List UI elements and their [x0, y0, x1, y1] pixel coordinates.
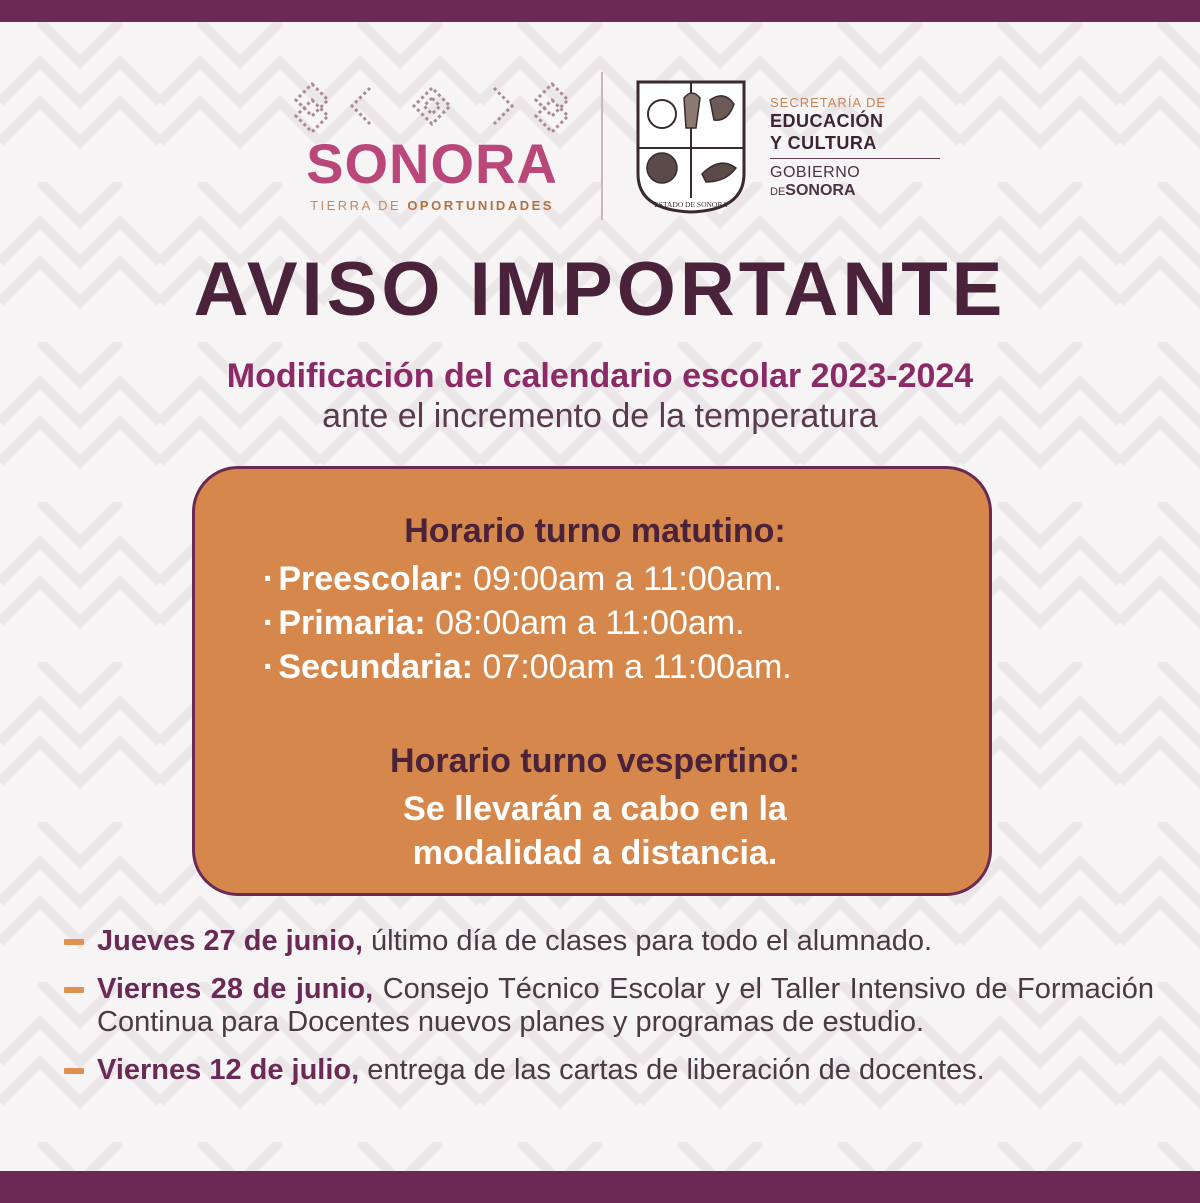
secretaria-line2: EDUCACIÓN: [770, 111, 884, 131]
list-item: Jueves 27 de junio, último día de clases para todo el alumnado.: [64, 925, 1154, 958]
dash-bullet-icon: [64, 939, 84, 945]
sonora-wordmark: SONORA: [306, 132, 558, 195]
secretaria-logo: [770, 96, 945, 201]
schedule-row-primaria: · Primaria: 08:00am a 11:00am.: [263, 604, 745, 642]
schedule-row-secundaria: · Secundaria: 07:00am a 11:00am.: [263, 648, 792, 686]
header-divider: [601, 72, 603, 220]
schedule-row-preescolar: · Preescolar: 09:00am a 11:00am.: [263, 560, 783, 598]
gobierno-line1: GOBIERNO: [770, 164, 861, 181]
sonora-logo: [282, 78, 582, 218]
list-item: Viernes 12 de julio, entrega de las cartas de liberación de docentes.: [64, 1054, 1154, 1087]
sonora-emblem-icon: [282, 78, 582, 136]
vespertino-line1: Se llevarán a cabo en la: [403, 790, 787, 828]
notes-list: [64, 925, 1154, 1102]
sonora-tagline: TIERRA DE OPORTUNIDADES: [310, 198, 554, 213]
matutino-schedule: [263, 557, 983, 689]
dash-bullet-icon: [64, 1068, 84, 1074]
schedule-box: [192, 466, 992, 896]
subtitle-main: Modificación del calendario escolar 2023-2024: [226, 357, 974, 395]
bottom-brand-bar: [0, 1171, 1200, 1203]
subtitle-secondary: ante el incremento de la temperatura: [322, 397, 878, 435]
matutino-heading: Horario turno matutino:: [404, 512, 786, 550]
gobierno-line2: DESONORA: [770, 182, 856, 199]
secretaria-line1: SECRETARÍA DE: [770, 95, 887, 110]
list-item: Viernes 28 de junio, Consejo Técnico Escolar y el Taller Intensivo de Formación Continua para Docentes nuevos planes y programas de estudio.: [64, 973, 1154, 1039]
dash-bullet-icon: [64, 987, 84, 993]
secretaria-divider: [770, 158, 940, 159]
vespertino-heading: Horario turno vespertino:: [390, 742, 800, 780]
vespertino-line2: modalidad a distancia.: [412, 834, 778, 872]
page-title: AVISO IMPORTANTE: [193, 247, 1007, 332]
state-shield-icon: [632, 78, 750, 216]
secretaria-line3: Y CULTURA: [770, 133, 877, 153]
shield-caption: ESTADO DE SONORA: [654, 200, 728, 209]
vespertino-text: [195, 787, 995, 875]
